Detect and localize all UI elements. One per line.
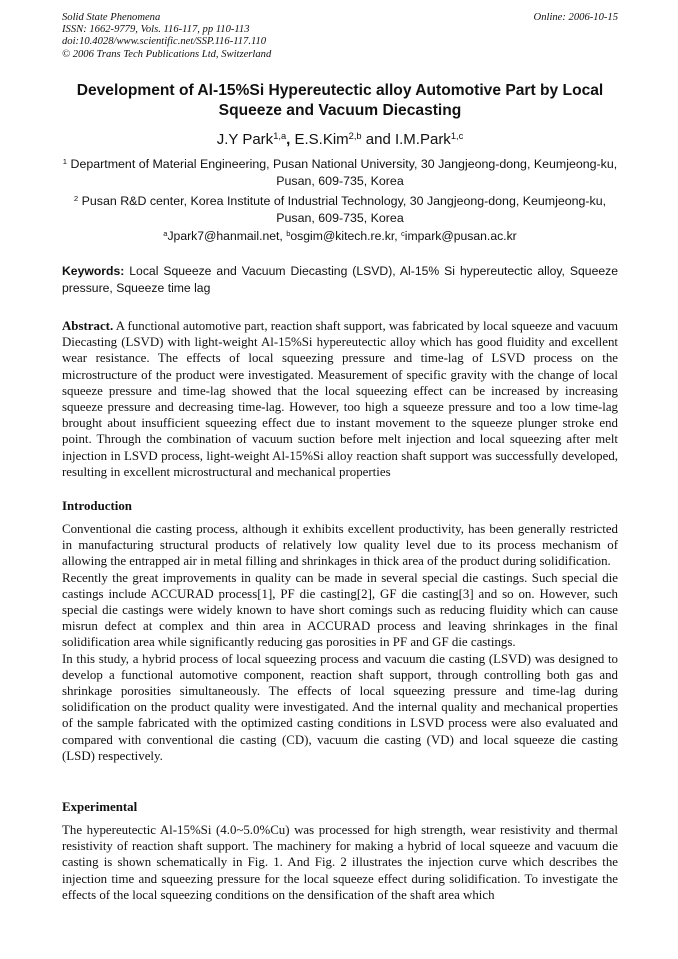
online-date: Online: 2006-10-15 (533, 12, 618, 23)
abstract-block (62, 318, 618, 480)
author-name: I.M.Park (394, 131, 451, 148)
keywords-block (62, 263, 618, 297)
doi-line: doi:10.4028/www.scientific.net/SSP.116-117.110 (62, 36, 267, 48)
experimental-heading: Experimental (62, 800, 138, 814)
affiliation-text: Pusan R&D center, Korea Institute of Industrial Technology, 30 Jangjeong-dong, Keumjeong-ku, Pusan, 609-735, Korea (81, 194, 607, 225)
journal-name: Solid State Phenomena (62, 12, 161, 23)
email-address: osgim@kitech.re.kr (290, 229, 395, 243)
affiliation-text: Department of Material Engineering, Pusan National University, 30 Jangjeong-dong, Keumjeong-ku, Pusan, 609-735, Korea (70, 157, 618, 188)
paragraph: Recently the great improvements in quality can be made in several special die castings. Such special die castings include ACCURAD process[1], PF die casting[2], GF die casting[3] and so on. However, such special die castings were widely known to have short comings such as reducing fluidity which can cause misrun defect at complex and thin area in ACCURAD process and leaving shrinkages in the final solidification area while significantly reducing gas porosities in PF and GF die castings. (62, 570, 618, 650)
email-superscript: a (163, 228, 168, 238)
paragraph: The hypereutectic Al-15%Si (4.0~5.0%Cu) was processed for high strength, wear resistivity and thermal resistivity of reaction shaft support. The machinery for making a hybrid of local squeeze and vacuum die casting is shown schematically in Fig. 1. And Fig. 2 illustrates the injection curve which describes the injection time and squeezing pressure for the local squeeze effect during solidification. To investigate the effects of the local squeezing conditions on the densification of the shaft area which (62, 823, 618, 902)
keywords-text: Local Squeeze and Vacuum Diecasting (LSVD), Al-15% Si hypereutectic alloy, Squeeze pressure, Squeeze time lag (62, 264, 618, 295)
issn-line: ISSN: 1662-9779, Vols. 116-117, pp 110-113 (62, 24, 250, 36)
email-address: Jpark7@hanmail.net (167, 229, 280, 243)
affiliation-number: 2 (73, 193, 79, 203)
email-superscript: b (286, 228, 291, 238)
author-separator: , (286, 131, 295, 148)
author-list (62, 131, 618, 149)
author-superscript: 1,a (273, 130, 287, 141)
email-superscript: c (401, 228, 405, 238)
keywords-label: Keywords: (62, 264, 125, 278)
introduction-body (62, 521, 618, 764)
author-name: E.S.Kim (294, 131, 349, 148)
author-superscript: 2,b (348, 130, 362, 141)
abstract-text: A functional automotive part, reaction shaft support, was fabricated by local squeeze and vacuum Diecasting (LSVD) with light-weight Al-15%Si hypereutectic alloy which has good fluidity and excellent wear resistance. The effects of local squeezing pressure and time-lag of LSVD process on the microstructure of the product were investigated. Measurement of specific gravity with the change of local squeeze pressure and time-lag showed that the local squeezing effect can be increased by increasing squeeze pressure and decreasing time-lag. However, too high a squeeze pressure and too a low time-lag brought about insufficient squeezing effect due to instant movement to the squeeze plunger stroke end point. Through the combination of vacuum suction before melt injection and local squeezing after melt injection in LSVD process, light-weight Al-15%Si alloy reaction shaft support was successfully developed, resulting in excellent microstructural and mechanical properties (62, 319, 619, 479)
paragraph: In this study, a hybrid process of local squeezing process and vacuum die casting (LSVD) was designed to develop a functional automotive component, reaction shaft support, through controlling both gas and shrinkage porosities simultaneously. The effects of local squeezing pressure and time-lag during solidification on the product quality were investigated. And the internal quality and mechanical properties of the sample fabricated with the optimized casting conditions in LSVD process were also evaluated and compared with conventional die casting (CD), vacuum die casting (VD) and local squeeze die casting (LSD) respectively. (62, 651, 618, 763)
email-address: impark@pusan.ac.kr (404, 229, 517, 243)
affiliation-1 (62, 156, 618, 190)
journal-header (62, 12, 618, 61)
author-superscript: 1,c (450, 130, 464, 141)
affiliation-number: 1 (62, 156, 68, 166)
abstract-label: Abstract. (62, 319, 114, 333)
author-separator: and (361, 131, 395, 148)
paper-title: Development of Al-15%Si Hypereutectic alloy Automotive Part by Local Squeeze and Vacuum Diecasting (76, 82, 604, 119)
paragraph: Conventional die casting process, although it exhibits excellent productivity, has been generally restricted in manufacturing structural products of relatively low quality level due to its process mechanism of allowing the entrapped air in metal filling and shrinkages in thick area of the product during solidification. (62, 522, 618, 569)
introduction-heading: Introduction (62, 499, 132, 513)
affiliation-2 (62, 193, 618, 227)
email-line: $^a$Jpark7@hanmail.net, $^b$osgim@kitech.re.kr, $^c$impark@pusan.ac.kr (163, 228, 517, 243)
experimental-body (62, 822, 618, 903)
author-name: J.Y Park (216, 131, 274, 148)
copyright-line: © 2006 Trans Tech Publications Ltd, Switzerland (62, 48, 272, 60)
